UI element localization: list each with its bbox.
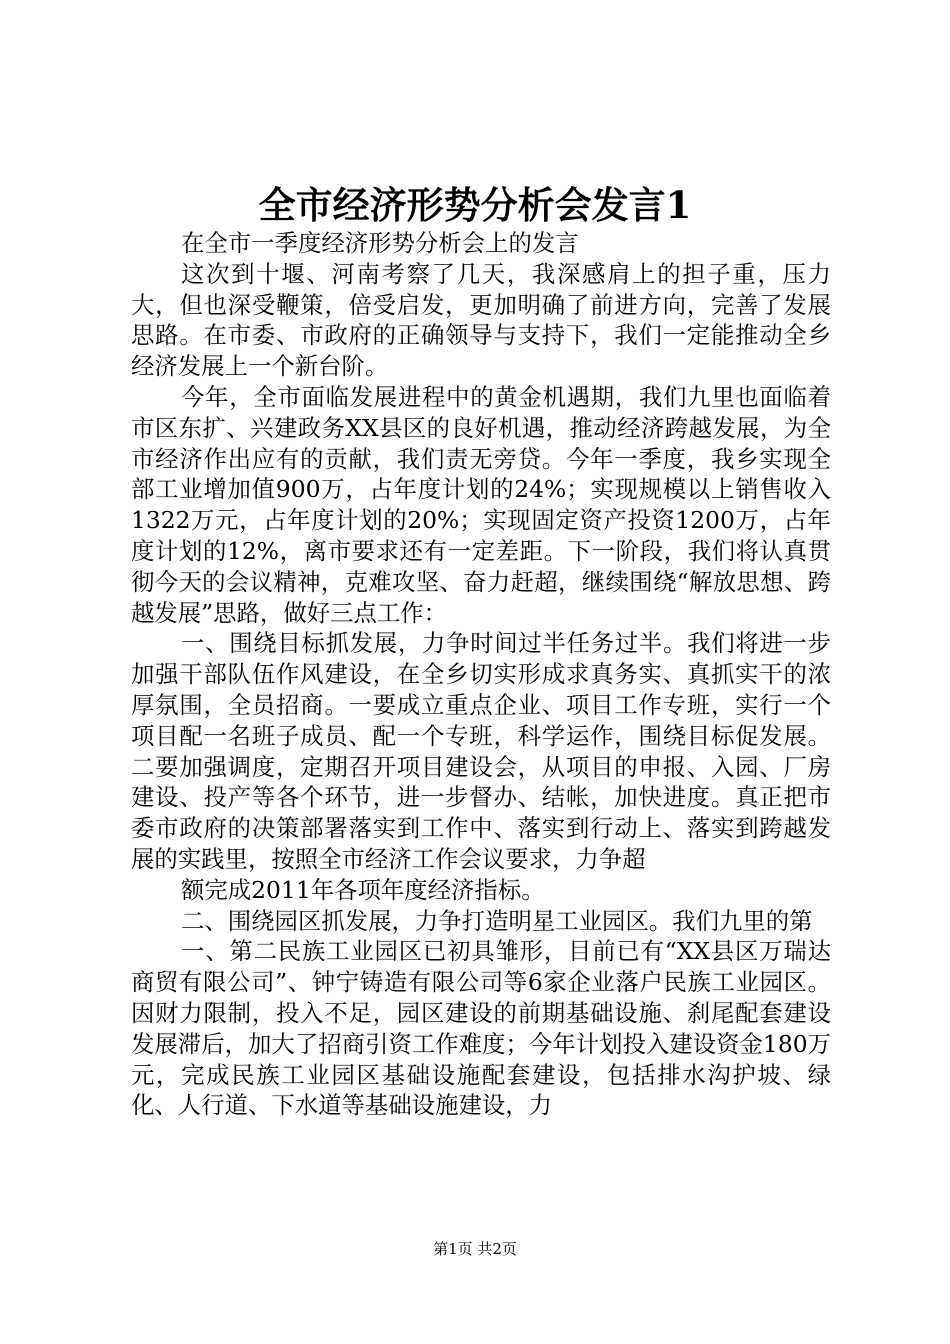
paragraph: 二、围绕园区抓发展，力争打造明星工业园区。我们九里的第 (181, 906, 813, 935)
paragraph-subtitle: 在全市一季度经济形势分析会上的发言 (181, 229, 579, 257)
paragraph: 一、第二民族工业园区已初具雏形，目前已有“XX县区万瑞达商贸有限公司”、钟宁铸造有限公司等6家企业落户民族工业园区。因财力限制，投入不足，园区建设的前期基础设施、刹尾配套建设发展滞后，加大了招商引资工作难度；今年计划投入建设资金180万元，完成民族工业园区基础设施配套建设，包括排水沟护坡、绿化、人行道、下水道等基础设施建设，力 (131, 937, 831, 1120)
document-body (131, 228, 831, 1121)
paragraph: 今年，全市面临发展进程中的黄金机遇期，我们九里也面临着市区东扩、兴建政务XX县区的良好机遇，推动经济跨越发展，为全市经济作出应有的贡献，我们责无旁贷。今年一季度，我乡实现全部工业增加值900万，占年度计划的24%；实现规模以上销售收入1322万元，占年度计划的20%；实现固定资产投资1200万，占年度计划的12%，离市要求还有一定差距。下一阶段，我们将认真贯彻今天的会议精神，克难攻坚、奋力赶超，继续围绕“解放思想、跨越发展”思路，做好三点工作： (131, 382, 831, 627)
document-title: 全市经济形势分析会发言1 (258, 183, 692, 227)
paragraph: 额完成2011年各项年度经济指标。 (181, 875, 545, 904)
paragraph: 一、围绕目标抓发展，力争时间过半任务过半。我们将进一步加强干部队伍作风建设，在全乡切实形成求真务实、真抓实干的浓厚氛围，全员招商。一要成立重点企业、项目工作专班，实行一个项目配一名班子成员、配一个专班，科学运作，围绕目标促发展。二要加强调度，定期召开项目建设会，从项目的申报、入园、厂房建设、投产等各个环节，进一步督办、结帐，加快进度。真正把市委市政府的决策部署落实到工作中、落实到行动上、落实到跨越发展的实践里，按照全市经济工作会议要求，力争超 (131, 629, 831, 873)
page-number: 第1页 共2页 (433, 1240, 517, 1258)
paragraph: 这次到十堰、河南考察了几天，我深感肩上的担子重，压力大，但也深受鞭策，倍受启发，更加明确了前进方向，完善了发展思路。在市委、市政府的正确领导与支持下，我们一定能推动全乡经济发展上一个新台阶。 (131, 259, 831, 381)
